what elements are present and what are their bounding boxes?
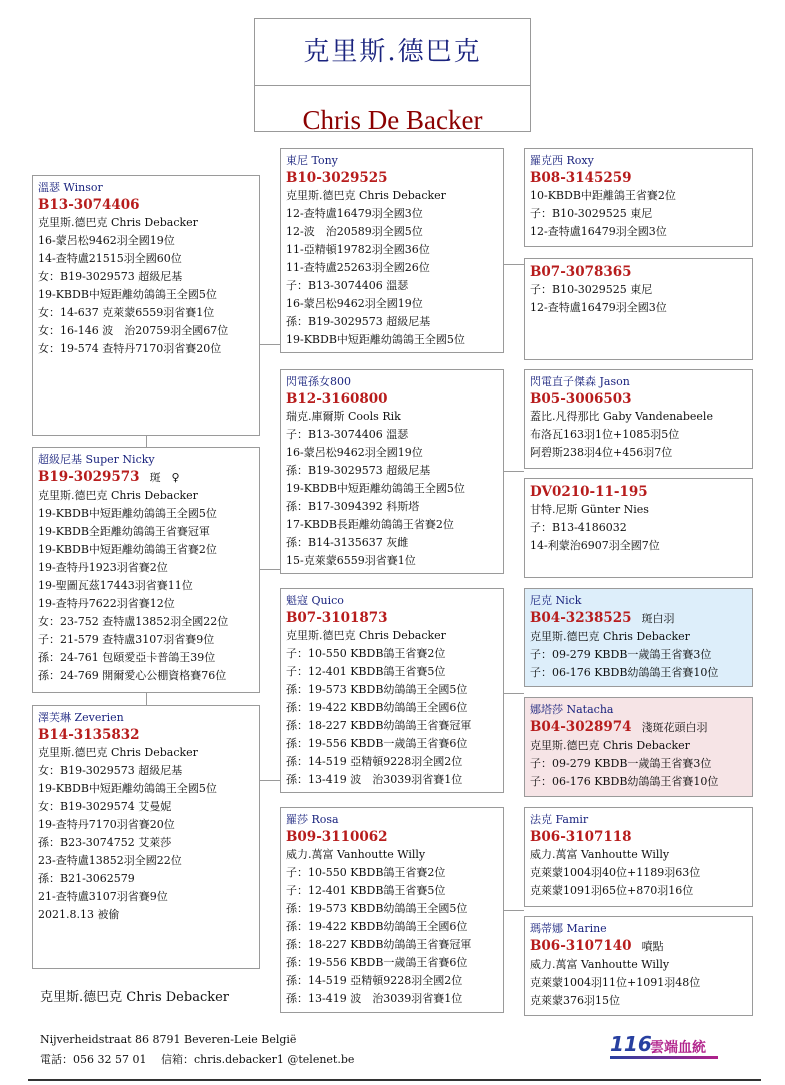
detail-line: 19-KBDB全距離幼鴿鴿王省賽冠軍 (38, 525, 210, 538)
bird-name: 瑪蒂娜 Marine (530, 922, 607, 935)
detail-line: 21-查特盧3107羽省賽9位 (38, 890, 168, 903)
logo-text: 雲端血統 (650, 1040, 706, 1056)
detail-line: 16-蒙呂松9462羽全國19位 (286, 446, 423, 459)
detail-line: 孫：19-422 KBDB幼鴿鴿王全國6位 (286, 920, 468, 933)
owner-name: 克里斯.德巴克 Chris Debacker (40, 990, 230, 1005)
pedigree-box-granddam-2 (280, 807, 504, 1013)
detail-line: 威力.萬富 Vanhoutte Willy (530, 958, 670, 971)
detail-line: 19-KBDB中短距離幼鴿鴿王全國5位 (286, 333, 465, 346)
ring-number: B06-3107118 (530, 829, 632, 845)
detail-line: 孫：19-573 KBDB幼鴿鴿王全國5位 (286, 683, 468, 696)
detail-line: 子：B13-3074406 溫瑟 (286, 428, 409, 441)
detail-line: 瑞克.庫爾斯 Cools Rik (286, 410, 401, 423)
detail-line: 子：09-279 KBDB一歲鴿王省賽3位 (530, 757, 712, 770)
detail-line: 子：B10-3029525 東尼 (530, 207, 653, 220)
detail-line: 孫：B23-3074752 艾萊莎 (38, 836, 172, 849)
ring-note: 淺斑花頭白羽 (641, 721, 708, 734)
ring-number: B08-3145259 (530, 170, 632, 186)
detail-line: 孫：14-519 亞精頓9228羽全國2位 (286, 755, 463, 768)
detail-line: 19-查特丹7170羽省賽20位 (38, 818, 175, 831)
detail-line: 女：14-637 克萊蒙6559羽省賽1位 (38, 306, 215, 319)
detail-line: 克萊蒙1004羽40位+1189羽63位 (530, 866, 701, 879)
detail-line: 12-查特盧16479羽全國3位 (530, 301, 667, 314)
ring-number: B05-3006503 (530, 391, 632, 407)
detail-line: 克里斯.德巴克 Chris Debacker (38, 746, 198, 759)
pedigree-box-subject (32, 447, 260, 693)
ring-number: DV0210-11-195 (530, 484, 648, 500)
detail-line: 12-查特盧16479羽全國3位 (530, 225, 667, 238)
detail-line: 子：09-279 KBDB一歲鴿王省賽3位 (530, 648, 712, 661)
pedigree-box-ggdam-2 (524, 478, 753, 578)
ring-number: B13-3074406 (38, 197, 140, 213)
detail-line: 11-查特盧25263羽全國26位 (286, 261, 430, 274)
pedigree-box-sire (32, 175, 260, 436)
detail-line: 女：B19-3029573 超級尼基 (38, 764, 183, 777)
connector (260, 344, 280, 345)
pedigree-box-grandsire-1 (280, 148, 504, 353)
address: Nijverheidstraat 86 8791 Beveren-Leie België (40, 1033, 297, 1046)
detail-line: 孫：24-761 包頤愛亞卡普鴿王39位 (38, 651, 216, 664)
detail-line: 14-利蒙治6907羽全國7位 (530, 539, 660, 552)
logo-underline (610, 1056, 718, 1059)
detail-line: 19-查特丹1923羽省賽2位 (38, 561, 168, 574)
detail-line: 孫：19-556 KBDB一歲鴿王省賽6位 (286, 956, 468, 969)
title-divider (255, 85, 530, 86)
connector (146, 435, 147, 447)
detail-line: 10-KBDB中距離鴿王省賽2位 (530, 189, 676, 202)
detail-line: 威力.萬富 Vanhoutte Willy (286, 848, 426, 861)
detail-line: 子：06-176 KBDB幼鴿鴿王省賽10位 (530, 666, 719, 679)
connector (260, 569, 280, 570)
bird-name: 超級尼基 Super Nicky (38, 453, 155, 466)
ring-number: B10-3029525 (286, 170, 388, 186)
detail-line: 19-聖圖瓦茲17443羽省賽11位 (38, 579, 193, 592)
connector (504, 264, 524, 265)
detail-line: 19-KBDB中短距離幼鴿鴿王省賽2位 (38, 543, 217, 556)
detail-line: 孫：13-419 波 治3039羽省賽1位 (286, 992, 463, 1005)
ring-number: B12-3160800 (286, 391, 388, 407)
pedigree-box-grandsire-2 (280, 588, 504, 793)
bird-name: 魁寇 Quico (286, 594, 344, 607)
detail-line: 19-查特丹7622羽省賽12位 (38, 597, 175, 610)
pedigree-box-ggdam-1 (524, 258, 753, 360)
ring-note: 斑 ♀ (149, 471, 180, 484)
detail-line: 克萊蒙1004羽11位+1091羽48位 (530, 976, 701, 989)
detail-line: 克萊蒙1091羽65位+870羽16位 (530, 884, 694, 897)
pedigree-box-ggdam-3 (524, 697, 753, 797)
detail-line: 孫：19-556 KBDB一歲鴿王省賽6位 (286, 737, 468, 750)
connector (146, 692, 147, 705)
ring-number: B09-3110062 (286, 829, 388, 845)
detail-line: 孫：14-519 亞精頓9228羽全國2位 (286, 974, 463, 987)
title-english: Chris De Backer (302, 105, 483, 135)
detail-line: 孫：19-422 KBDB幼鴿鴿王全國6位 (286, 701, 468, 714)
detail-line: 孫：B14-3135637 灰雌 (286, 536, 409, 549)
bird-name: 娜塔莎 Natacha (530, 703, 614, 716)
detail-line: 孫：B19-3029573 超級尼基 (286, 315, 431, 328)
pedigree-box-ggsire-2 (524, 369, 753, 469)
detail-line: 子：B13-4186032 (530, 521, 627, 534)
detail-line: 子：06-176 KBDB幼鴿鴿王省賽10位 (530, 775, 719, 788)
connector (504, 910, 524, 911)
detail-line: 布洛瓦163羽1位+1085羽5位 (530, 428, 680, 441)
detail-line: 克里斯.德巴克 Chris Debacker (38, 489, 198, 502)
detail-line: 子：21-579 查特盧3107羽省賽9位 (38, 633, 215, 646)
pedigree-box-ggsire-4 (524, 807, 753, 907)
detail-line: 子：12-401 KBDB鴿王省賽5位 (286, 665, 446, 678)
detail-line: 克里斯.德巴克 Chris Debacker (286, 629, 446, 642)
detail-line: 14-查特盧21515羽全國60位 (38, 252, 182, 265)
detail-line: 子：10-550 KBDB鴿王省賽2位 (286, 866, 446, 879)
detail-line: 子：12-401 KBDB鴿王省賽5位 (286, 884, 446, 897)
detail-line: 克里斯.德巴克 Chris Debacker (286, 189, 446, 202)
detail-line: 威力.萬富 Vanhoutte Willy (530, 848, 670, 861)
bird-name: 羅克西 Roxy (530, 154, 594, 167)
detail-line: 19-KBDB中短距離幼鴿鴿王全國5位 (38, 782, 217, 795)
detail-line: 16-蒙呂松9462羽全國19位 (286, 297, 423, 310)
detail-line: 子：B13-3074406 溫瑟 (286, 279, 409, 292)
ring-number: B14-3135832 (38, 727, 140, 743)
detail-line: 女：23-752 查特盧13852羽全國22位 (38, 615, 229, 628)
bird-name: 法克 Famir (530, 813, 589, 826)
bird-name: 溫瑟 Winsor (38, 181, 103, 194)
bird-name: 閃電孫女800 (286, 375, 351, 388)
detail-line: 11-亞精頓19782羽全國36位 (286, 243, 430, 256)
detail-line: 2021.8.13 被偷 (38, 908, 120, 921)
contact-info: 電話：056 32 57 01 信箱：chris.debacker1 @telenet.be (40, 1053, 355, 1066)
ring-note: 斑白羽 (641, 612, 675, 625)
bird-name: 東尼 Tony (286, 154, 338, 167)
ring-number: B07-3101873 (286, 610, 388, 626)
detail-line: 孫：B17-3094392 科斯塔 (286, 500, 420, 513)
detail-line: 12-波 治20589羽全國5位 (286, 225, 423, 238)
detail-line: 孫：19-573 KBDB幼鴿鴿王全國5位 (286, 902, 468, 915)
detail-line: 16-蒙呂松9462羽全國19位 (38, 234, 175, 247)
pedigree-box-granddam-1 (280, 369, 504, 574)
detail-line: 19-KBDB中短距離幼鴿鴿王全國5位 (38, 288, 217, 301)
connector (504, 693, 524, 694)
detail-line: 23-查特盧13852羽全國22位 (38, 854, 182, 867)
detail-line: 女：16-146 波 治20759羽全國67位 (38, 324, 229, 337)
detail-line: 克里斯.德巴克 Chris Debacker (530, 739, 690, 752)
detail-line: 女：19-574 查特丹7170羽省賽20位 (38, 342, 222, 355)
connector (260, 780, 280, 781)
detail-line: 孫：B19-3029573 超級尼基 (286, 464, 431, 477)
ring-number: B04-3238525 斑白羽 (530, 610, 675, 626)
detail-line: 孫：18-227 KBDB幼鴿鴿王省賽冠軍 (286, 719, 472, 732)
bird-name: 羅莎 Rosa (286, 813, 339, 826)
detail-line: 克萊蒙376羽15位 (530, 994, 620, 1007)
logo (610, 1032, 722, 1060)
pedigree-box-dam (32, 705, 260, 969)
bird-name: 澤芙琳 Zeverien (38, 711, 124, 724)
bird-name: 閃電直子傑森 Jason (530, 375, 630, 388)
detail-line: 12-查特盧16479羽全國3位 (286, 207, 423, 220)
pedigree-box-ggdam-4 (524, 916, 753, 1016)
detail-line: 15-克萊蒙6559羽省賽1位 (286, 554, 416, 567)
detail-line: 子：10-550 KBDB鴿王省賽2位 (286, 647, 446, 660)
connector (504, 471, 524, 472)
ring-number: B07-3078365 (530, 264, 632, 280)
logo-number: 116 (610, 1032, 652, 1056)
title-chinese: 克里斯.德巴克 (303, 37, 482, 67)
detail-line: 19-KBDB中短距離幼鴿鴿王全國5位 (38, 507, 217, 520)
detail-line: 女：B19-3029573 超級尼基 (38, 270, 183, 283)
bird-name: 尼克 Nick (530, 594, 582, 607)
ring-note: 噴點 (641, 940, 664, 953)
detail-line: 女：B19-3029574 艾曼妮 (38, 800, 172, 813)
title-box (254, 18, 531, 135)
detail-line: 蓋比.凡得那比 Gaby Vandenabeele (530, 410, 713, 423)
ring-number: B19-3029573 斑 ♀ (38, 469, 180, 485)
detail-line: 甘特.尼斯 Günter Nies (530, 503, 649, 516)
detail-line: 19-KBDB中短距離幼鴿鴿王全國5位 (286, 482, 465, 495)
detail-line: 孫：13-419 波 治3039羽省賽1位 (286, 773, 463, 786)
detail-line: 克里斯.德巴克 Chris Debacker (530, 630, 690, 643)
detail-line: 子：B10-3029525 東尼 (530, 283, 653, 296)
detail-line: 阿碧斯238羽4位+456羽7位 (530, 446, 673, 459)
detail-line: 孫：B21-3062579 (38, 872, 135, 885)
bottom-rule (28, 1079, 761, 1081)
detail-line: 17-KBDB長距離幼鴿鴿王省賽2位 (286, 518, 454, 531)
ring-number: B04-3028974 淺斑花頭白羽 (530, 719, 708, 735)
detail-line: 孫：24-769 開爾愛心公棚資格賽76位 (38, 669, 227, 682)
detail-line: 孫：18-227 KBDB幼鴿鴿王省賽冠軍 (286, 938, 472, 951)
pedigree-box-ggsire-1 (524, 148, 753, 247)
pedigree-box-ggsire-3 (524, 588, 753, 687)
ring-number: B06-3107140 噴點 (530, 938, 664, 954)
detail-line: 克里斯.德巴克 Chris Debacker (38, 216, 198, 229)
